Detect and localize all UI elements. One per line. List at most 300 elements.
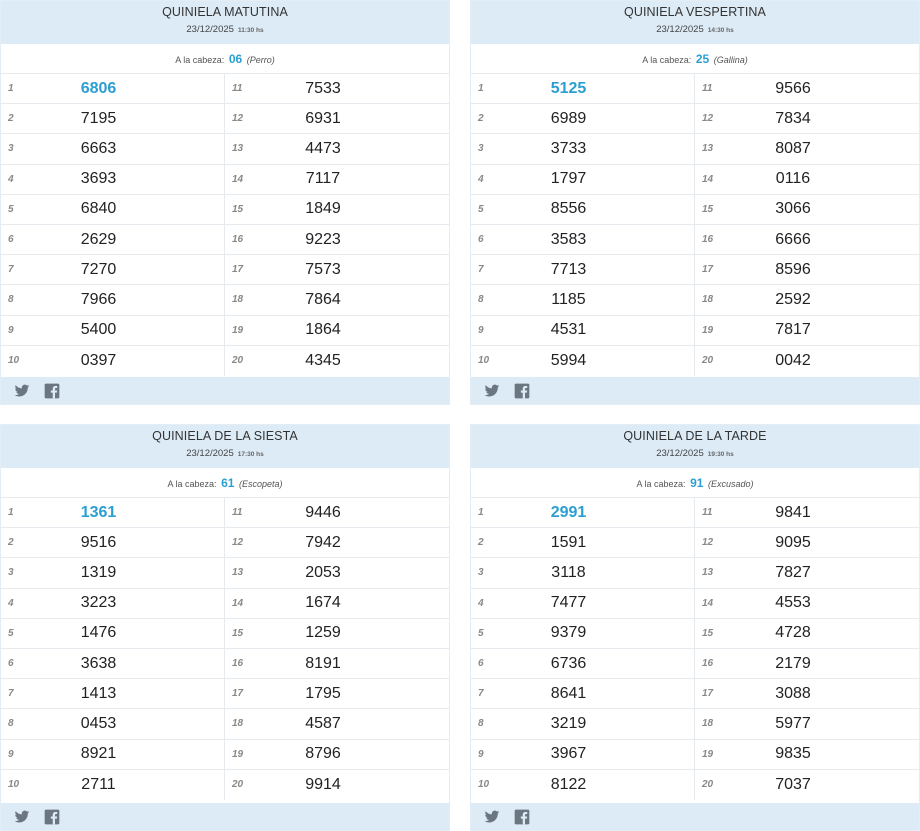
result-number: 4587 (305, 714, 341, 732)
result-position: 6 (478, 658, 484, 670)
results-column-left (1, 74, 225, 376)
result-number: 3967 (550, 745, 587, 763)
result-row (1, 285, 224, 315)
result-number: 2629 (80, 230, 117, 248)
result-row (1, 528, 224, 558)
result-row (695, 165, 919, 195)
result-position: 3 (8, 567, 14, 579)
result-position: 6 (478, 234, 484, 246)
result-position: 3 (478, 567, 484, 579)
result-position: 2 (8, 537, 14, 549)
result-position: 13 (232, 143, 244, 155)
result-row (1, 709, 224, 739)
result-row (695, 104, 919, 134)
result-row (1, 316, 224, 346)
result-position: 16 (232, 658, 244, 670)
draw-title: QUINIELA DE LA TARDE (623, 429, 767, 443)
result-number: 4728 (775, 624, 811, 642)
result-number: 4553 (775, 594, 811, 612)
result-row (225, 619, 449, 649)
draw-date-line (471, 447, 919, 461)
result-position: 20 (232, 779, 244, 791)
result-row (471, 195, 694, 225)
result-number: 3223 (80, 594, 117, 612)
result-position: 18 (702, 294, 714, 306)
draw-card-tarde (470, 424, 920, 831)
draw-card-siesta (0, 424, 450, 831)
result-number: 8087 (775, 139, 811, 157)
facebook-icon[interactable] (514, 809, 530, 825)
result-row (225, 225, 449, 255)
result-row (695, 134, 919, 164)
result-number: 9095 (775, 533, 811, 551)
winning-number: 2991 (550, 503, 587, 521)
result-number: 8122 (550, 775, 587, 793)
card-header (471, 1, 919, 44)
result-number: 3693 (80, 170, 117, 188)
result-number: 8796 (305, 745, 341, 763)
result-position: 12 (232, 113, 244, 125)
result-row (1, 195, 224, 225)
result-row (695, 589, 919, 619)
result-row (225, 770, 449, 800)
result-position: 15 (232, 627, 244, 639)
results-column-right (225, 498, 449, 800)
result-row (225, 316, 449, 346)
result-row (1, 619, 224, 649)
result-number: 5400 (80, 321, 117, 339)
result-position: 18 (232, 294, 244, 306)
result-position: 15 (702, 627, 714, 639)
result-row (1, 589, 224, 619)
result-row (695, 195, 919, 225)
result-position: 8 (478, 718, 484, 730)
share-bar (471, 377, 919, 404)
result-position: 17 (702, 688, 714, 700)
result-number: 1795 (305, 684, 341, 702)
result-row (1, 255, 224, 285)
result-row (695, 770, 919, 800)
result-row (695, 225, 919, 255)
result-row (225, 709, 449, 739)
result-row (225, 740, 449, 770)
result-number: 6931 (305, 109, 341, 127)
result-row (225, 255, 449, 285)
results-table (471, 74, 919, 376)
result-row (471, 165, 694, 195)
result-row (695, 528, 919, 558)
result-position: 17 (232, 264, 244, 276)
result-row (1, 134, 224, 164)
result-number: 1259 (305, 624, 341, 642)
result-number: 9566 (775, 79, 811, 97)
result-row (471, 740, 694, 770)
result-row (695, 255, 919, 285)
result-position: 14 (232, 597, 244, 609)
result-number: 6840 (80, 200, 117, 218)
result-position: 11 (232, 83, 243, 95)
result-position: 7 (478, 688, 484, 700)
results-column-right (695, 498, 919, 800)
result-row (471, 346, 694, 376)
result-position: 2 (8, 113, 14, 125)
draw-time: 14:30 hs (707, 27, 734, 34)
cabeza-animal: (Excusado) (707, 479, 754, 489)
result-row (471, 285, 694, 315)
result-position: 16 (702, 658, 714, 670)
result-row (695, 498, 919, 528)
result-number: 7713 (550, 260, 587, 278)
result-row (695, 558, 919, 588)
result-row (471, 619, 694, 649)
result-number: 3638 (80, 654, 117, 672)
result-position: 2 (478, 537, 484, 549)
result-position: 10 (8, 779, 20, 791)
result-position: 15 (232, 203, 244, 215)
result-position: 7 (8, 264, 14, 276)
result-number: 9223 (305, 230, 341, 248)
draw-title: QUINIELA MATUTINA (162, 5, 288, 19)
result-row (471, 558, 694, 588)
result-row (1, 679, 224, 709)
result-number: 7827 (775, 563, 811, 581)
result-position: 8 (8, 718, 14, 730)
result-row (1, 346, 224, 376)
result-row (1, 165, 224, 195)
result-row (225, 649, 449, 679)
winning-number: 5125 (550, 79, 587, 97)
result-number: 7573 (305, 260, 341, 278)
result-row (225, 104, 449, 134)
result-position: 6 (8, 234, 14, 246)
result-number: 2053 (305, 563, 341, 581)
cabeza-label: A la cabeza: (175, 55, 225, 65)
twitter-icon[interactable] (484, 809, 500, 825)
result-row (1, 770, 224, 800)
result-row (1, 104, 224, 134)
result-row (225, 589, 449, 619)
result-position: 9 (478, 324, 484, 336)
card-header (471, 425, 919, 468)
result-number: 1476 (80, 624, 117, 642)
result-row (1, 740, 224, 770)
result-position: 3 (8, 143, 14, 155)
result-position: 19 (232, 324, 244, 336)
result-number: 6989 (550, 109, 587, 127)
result-position: 14 (702, 173, 714, 185)
result-position: 20 (702, 779, 714, 791)
result-position: 18 (702, 718, 714, 730)
result-number: 1319 (80, 563, 117, 581)
result-number: 1674 (305, 594, 341, 612)
result-number: 7195 (80, 109, 117, 127)
result-position: 17 (232, 688, 244, 700)
draw-title: QUINIELA DE LA SIESTA (152, 429, 298, 443)
result-position: 11 (702, 83, 713, 95)
result-number: 8641 (550, 684, 587, 702)
results-table (1, 498, 449, 800)
results-column-left (1, 498, 225, 800)
result-position: 7 (478, 264, 484, 276)
result-number: 0042 (775, 351, 811, 369)
result-position: 13 (702, 567, 714, 579)
draw-card-matutina (0, 0, 450, 405)
result-number: 1797 (550, 170, 587, 188)
result-row (471, 74, 694, 104)
card-header (1, 1, 449, 44)
result-row (471, 709, 694, 739)
result-number: 3066 (775, 200, 811, 218)
winning-number: 1361 (80, 503, 117, 521)
result-position: 8 (8, 294, 14, 306)
draw-card-vespertina (470, 0, 920, 405)
result-row (695, 285, 919, 315)
draw-time: 11:30 hs (237, 27, 264, 34)
result-row (225, 528, 449, 558)
result-position: 16 (232, 234, 244, 246)
draw-date: 23/12/2025 (656, 448, 704, 459)
result-position: 6 (8, 658, 14, 670)
result-number: 9841 (775, 503, 811, 521)
result-number: 6663 (80, 139, 117, 157)
draw-time: 17:30 hs (237, 451, 264, 458)
cabeza-number: 06 (228, 52, 243, 66)
result-row (471, 770, 694, 800)
result-row (471, 255, 694, 285)
result-row (225, 165, 449, 195)
result-position: 4 (8, 173, 14, 185)
result-number: 1413 (80, 684, 117, 702)
result-number: 3583 (550, 230, 587, 248)
result-row (695, 679, 919, 709)
share-bar (1, 803, 449, 830)
result-number: 7817 (775, 321, 811, 339)
result-number: 9835 (775, 745, 811, 763)
results-column-left (471, 498, 695, 800)
cabeza-animal: (Escopeta) (238, 479, 283, 489)
result-number: 7533 (305, 79, 341, 97)
result-row (471, 649, 694, 679)
result-row (471, 104, 694, 134)
result-position: 14 (232, 173, 244, 185)
cabeza-number: 25 (695, 52, 710, 66)
result-number: 7270 (80, 260, 117, 278)
result-position: 19 (702, 324, 714, 336)
result-number: 3088 (775, 684, 811, 702)
result-row (695, 74, 919, 104)
draw-time: 19:30 hs (707, 451, 734, 458)
result-number: 0116 (775, 170, 811, 188)
result-position: 7 (8, 688, 14, 700)
result-number: 6666 (775, 230, 811, 248)
result-number: 7966 (80, 290, 117, 308)
result-number: 3219 (550, 714, 587, 732)
result-position: 14 (702, 597, 714, 609)
result-row (225, 134, 449, 164)
result-number: 1849 (305, 200, 341, 218)
result-position: 12 (232, 537, 244, 549)
twitter-icon[interactable] (14, 383, 30, 399)
result-number: 4473 (305, 139, 341, 157)
result-row (1, 225, 224, 255)
result-position: 11 (702, 507, 713, 519)
result-number: 9516 (80, 533, 117, 551)
result-number: 7117 (305, 170, 341, 188)
result-number: 5977 (775, 714, 811, 732)
result-position: 11 (232, 507, 243, 519)
result-position: 5 (478, 627, 484, 639)
result-position: 12 (702, 537, 714, 549)
result-number: 9914 (305, 775, 341, 793)
result-position: 20 (232, 355, 244, 367)
result-row (695, 619, 919, 649)
result-row (225, 74, 449, 104)
result-position: 13 (702, 143, 714, 155)
result-position: 2 (478, 113, 484, 125)
result-number: 7864 (305, 290, 341, 308)
draw-date-line (471, 23, 919, 37)
result-position: 19 (232, 748, 244, 760)
result-number: 2179 (775, 654, 811, 672)
result-row (471, 679, 694, 709)
cabeza-line (471, 44, 919, 74)
winning-number: 6806 (80, 79, 117, 97)
result-position: 10 (8, 355, 20, 367)
result-position: 5 (478, 203, 484, 215)
result-row (695, 649, 919, 679)
result-number: 8556 (550, 200, 587, 218)
result-position: 3 (478, 143, 484, 155)
result-position: 12 (702, 113, 714, 125)
result-row (471, 134, 694, 164)
facebook-icon[interactable] (44, 383, 60, 399)
result-row (225, 558, 449, 588)
result-position: 4 (8, 597, 14, 609)
card-header (1, 425, 449, 468)
result-number: 2592 (775, 290, 811, 308)
result-position: 1 (478, 83, 484, 95)
result-position: 19 (702, 748, 714, 760)
result-row (471, 498, 694, 528)
result-number: 1864 (305, 321, 341, 339)
result-number: 4345 (305, 351, 341, 369)
result-number: 8596 (775, 260, 811, 278)
results-column-right (695, 74, 919, 376)
result-number: 9379 (550, 624, 587, 642)
result-number: 4531 (550, 321, 587, 339)
share-bar (471, 803, 919, 830)
result-number: 6736 (550, 654, 587, 672)
cabeza-number: 61 (221, 476, 235, 490)
result-number: 9446 (305, 503, 341, 521)
result-position: 9 (478, 748, 484, 760)
result-row (1, 498, 224, 528)
result-row (225, 679, 449, 709)
results-table (471, 498, 919, 800)
result-row (225, 285, 449, 315)
result-position: 13 (232, 567, 244, 579)
result-row (695, 346, 919, 376)
draw-date: 23/12/2025 (186, 448, 234, 459)
result-number: 5994 (550, 351, 587, 369)
result-position: 1 (478, 507, 484, 519)
result-row (695, 740, 919, 770)
result-position: 9 (8, 748, 14, 760)
result-position: 18 (232, 718, 244, 730)
result-position: 9 (8, 324, 14, 336)
result-row (471, 589, 694, 619)
draw-date: 23/12/2025 (656, 24, 704, 35)
result-number: 0397 (80, 351, 117, 369)
cabeza-label: A la cabeza: (642, 55, 692, 65)
result-position: 20 (702, 355, 714, 367)
result-row (471, 225, 694, 255)
facebook-icon[interactable] (44, 809, 60, 825)
facebook-icon[interactable] (514, 383, 530, 399)
cabeza-animal: (Gallina) (713, 55, 748, 65)
draw-date-line (1, 447, 449, 461)
result-row (225, 195, 449, 225)
twitter-icon[interactable] (14, 809, 30, 825)
result-position: 15 (702, 203, 714, 215)
result-number: 7037 (775, 775, 811, 793)
draw-date-line (1, 23, 449, 37)
draw-title: QUINIELA VESPERTINA (624, 5, 766, 19)
result-position: 10 (478, 779, 490, 791)
result-position: 4 (478, 597, 484, 609)
result-position: 1 (8, 507, 14, 519)
result-position: 5 (8, 627, 14, 639)
cabeza-line (1, 468, 449, 498)
result-row (225, 346, 449, 376)
result-number: 7477 (550, 594, 587, 612)
result-number: 1591 (550, 533, 587, 551)
results-column-right (225, 74, 449, 376)
draw-date: 23/12/2025 (186, 24, 234, 35)
cabeza-line (1, 44, 449, 74)
result-number: 2711 (81, 775, 116, 793)
result-row (1, 558, 224, 588)
result-row (471, 528, 694, 558)
result-row (1, 649, 224, 679)
result-position: 5 (8, 203, 14, 215)
cabeza-label: A la cabeza: (636, 479, 686, 489)
share-bar (1, 377, 449, 404)
results-table (1, 74, 449, 376)
result-number: 7942 (305, 533, 341, 551)
cabeza-label: A la cabeza: (167, 479, 217, 489)
result-number: 8921 (80, 745, 117, 763)
cabeza-line (471, 468, 919, 498)
results-column-left (471, 74, 695, 376)
result-number: 8191 (305, 654, 341, 672)
cabeza-animal: (Perro) (246, 55, 275, 65)
result-position: 1 (8, 83, 14, 95)
result-row (1, 74, 224, 104)
result-number: 3118 (551, 563, 586, 581)
result-number: 3733 (550, 139, 587, 157)
result-position: 8 (478, 294, 484, 306)
result-row (225, 498, 449, 528)
result-number: 1185 (551, 290, 586, 308)
result-position: 16 (702, 234, 714, 246)
result-number: 0453 (80, 714, 117, 732)
result-position: 4 (478, 173, 484, 185)
result-row (695, 316, 919, 346)
result-position: 10 (478, 355, 490, 367)
twitter-icon[interactable] (484, 383, 500, 399)
result-position: 17 (702, 264, 714, 276)
